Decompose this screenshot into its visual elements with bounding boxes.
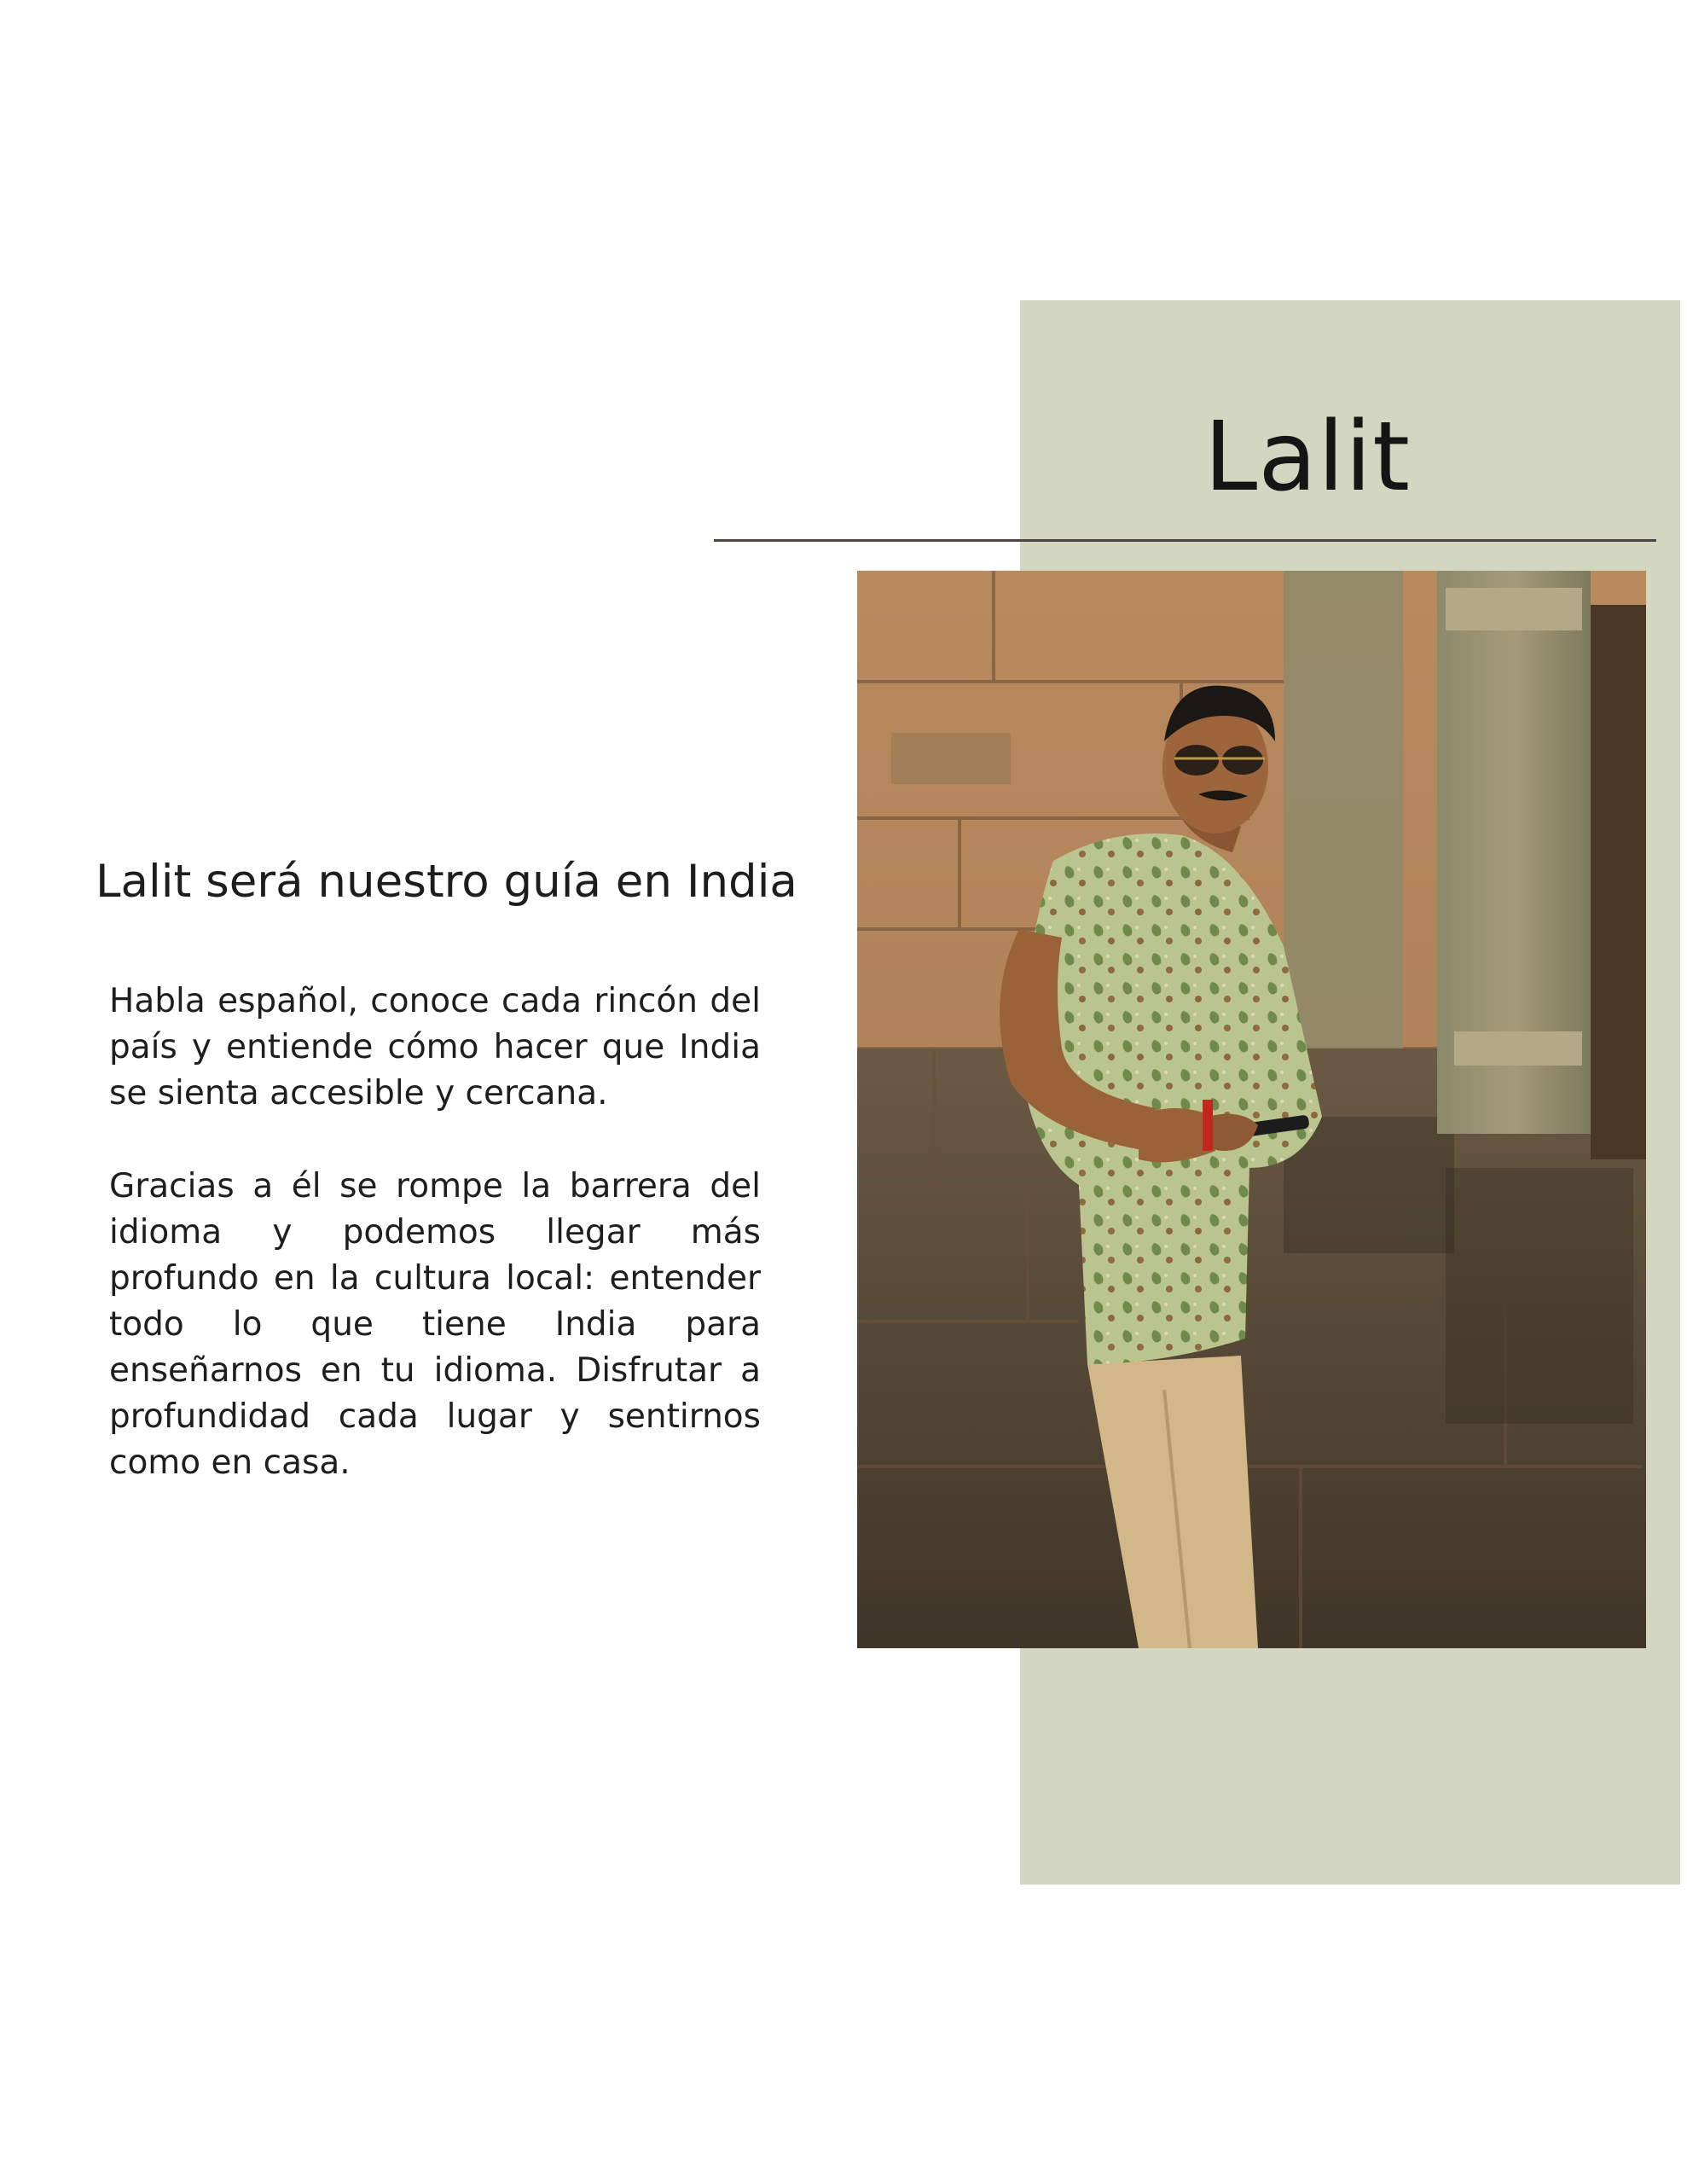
intro-paragraph: Habla español, conoce cada rincón del país y entiende cómo hacer que India se sienta accesible y cercana. xyxy=(109,982,761,1112)
title-divider xyxy=(714,539,1656,542)
page-title: Lalit xyxy=(1203,402,1412,513)
section-heading: Lalit será nuestro guía en India xyxy=(96,856,797,908)
detail-paragraph: Gracias a él se rompe la barrera del idioma y podemos llegar más profundo en la cultura local: entender todo lo que tiene India para enseñarnos en tu idioma. Disfrutar a profundidad cada lugar y sentirnos como en casa. xyxy=(109,1167,761,1482)
guide-photo xyxy=(857,571,1646,1648)
